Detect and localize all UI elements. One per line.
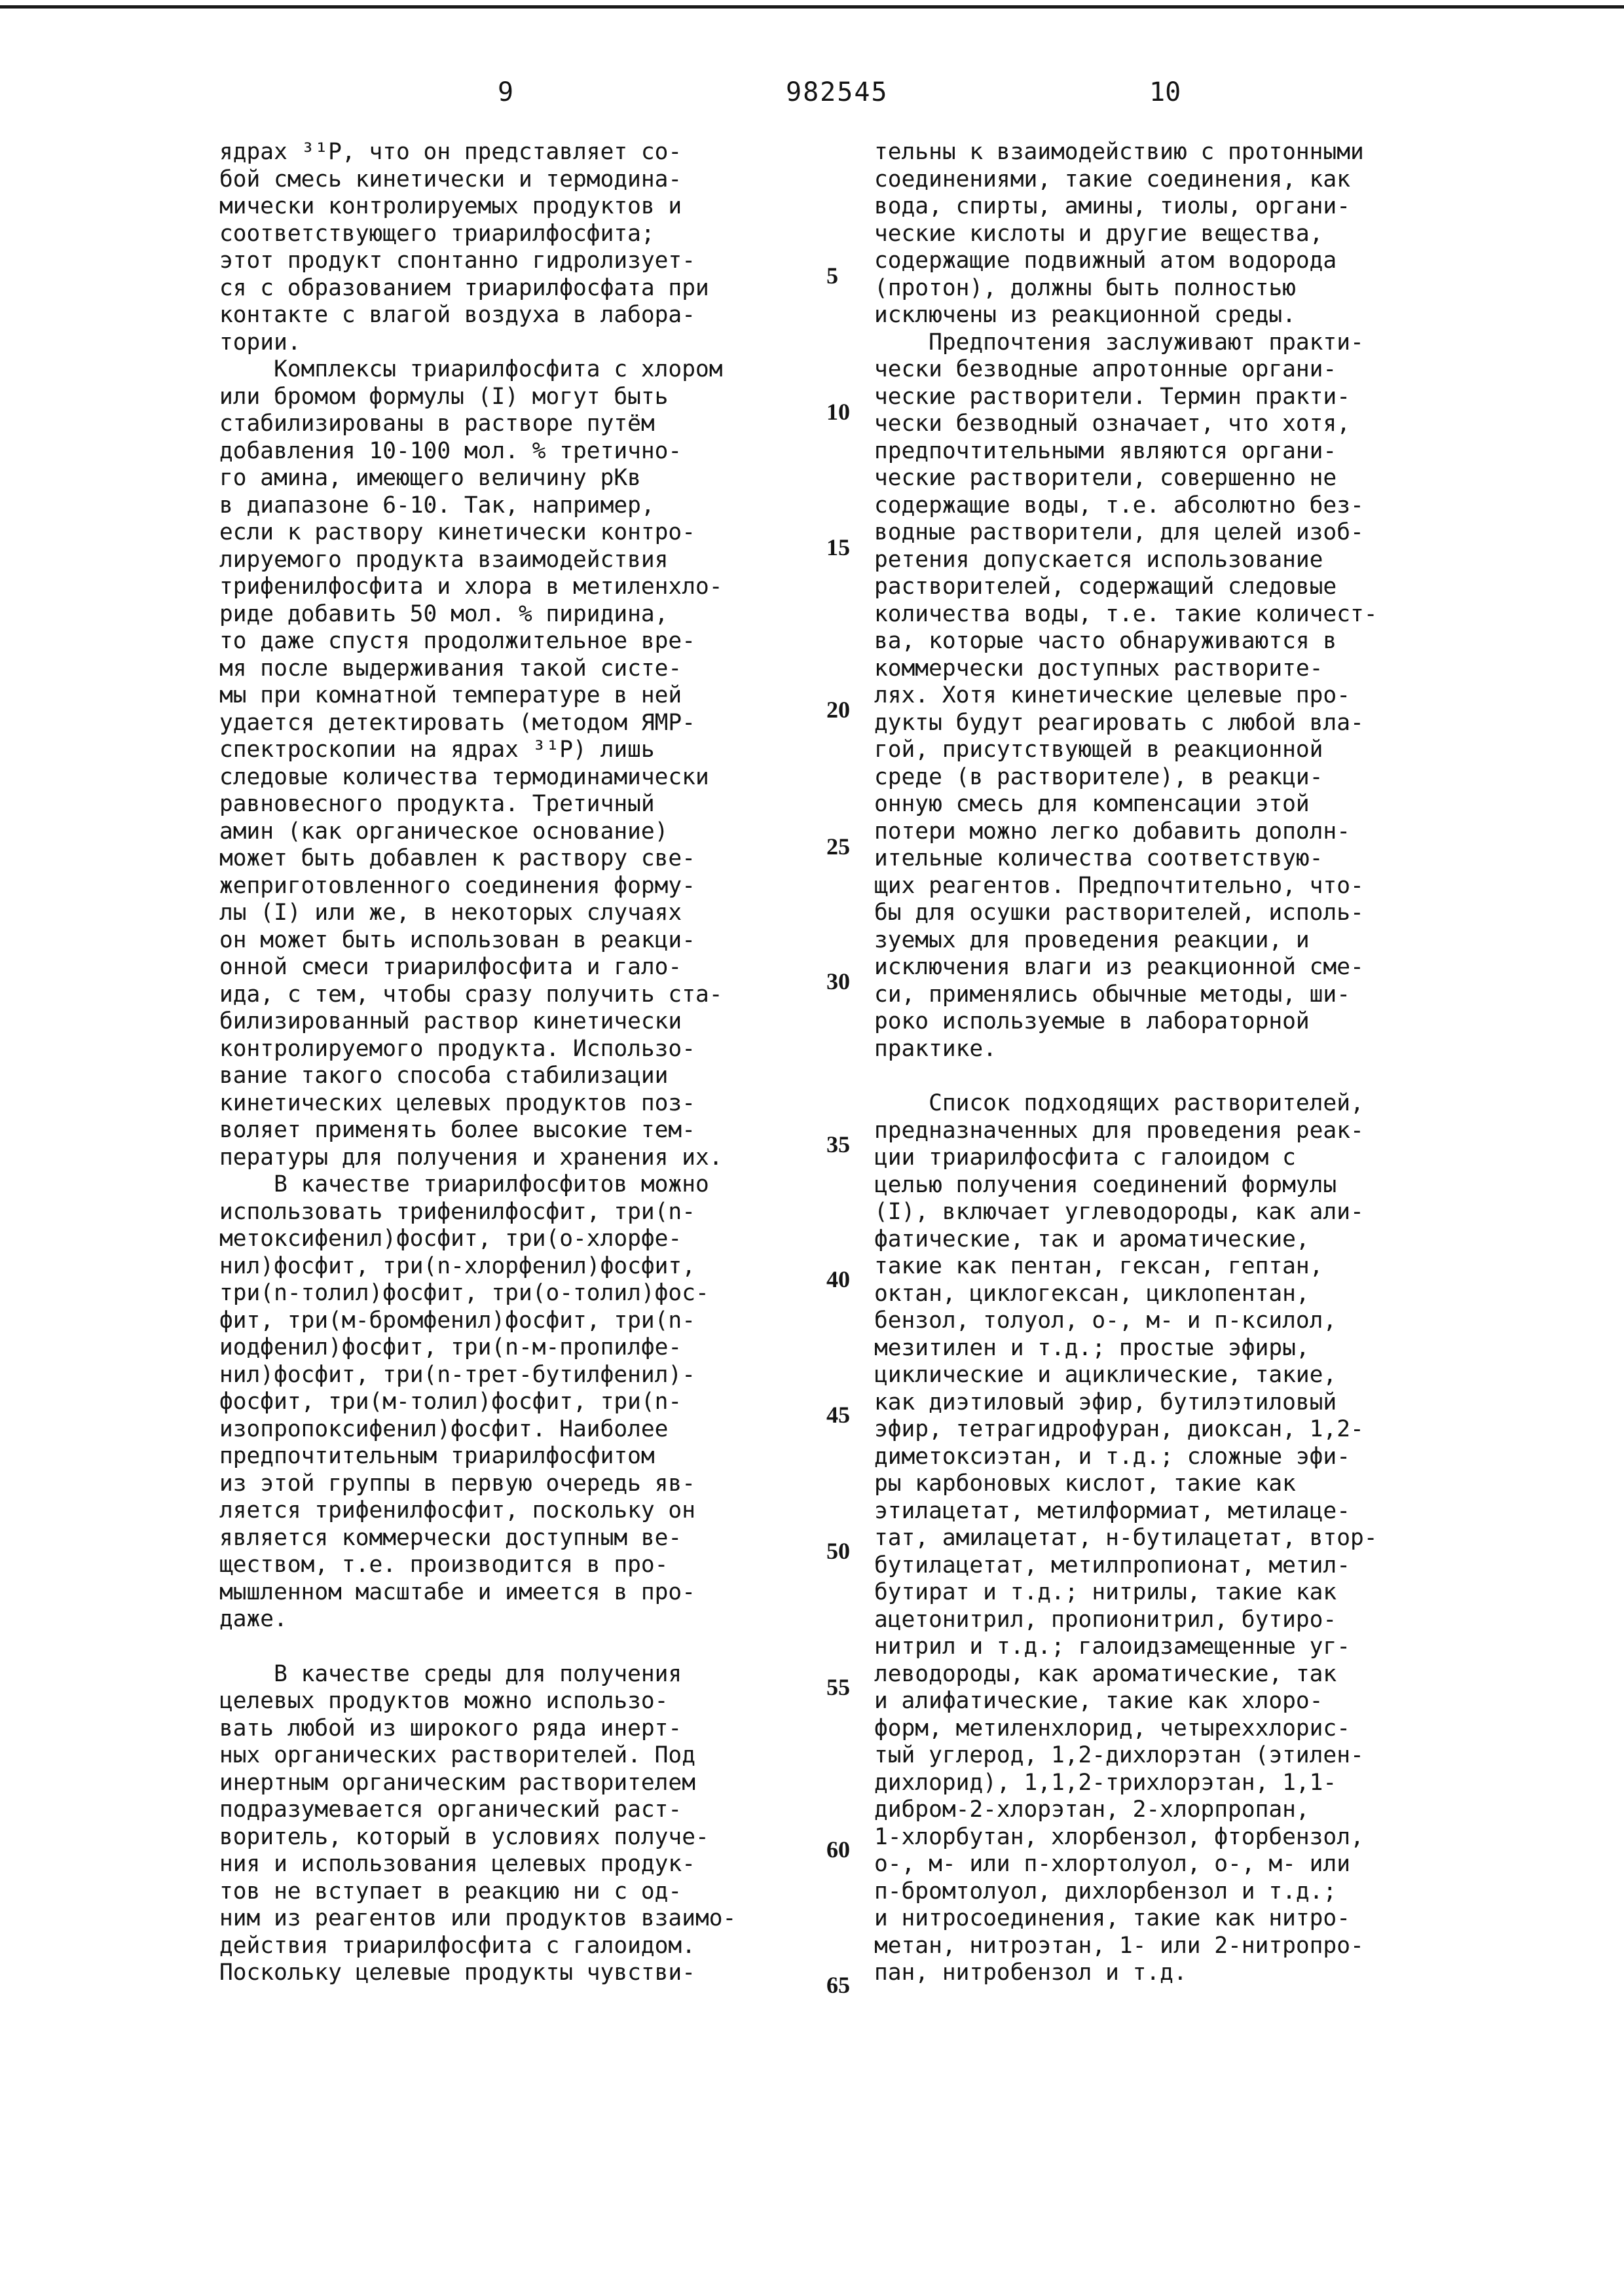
page-number-right: 10 [1149, 77, 1181, 107]
paragraph: В качестве среды для получения целевых продуктов можно использо- вать любой из широкого ряда инерт- ных органических растворителей. Под инертным органическим растворителем подразумевается органический раст- воритель, который в условиях получе- ния и использования целевых продук- тов не вступает в реакцию ни с од- ним из реагентов или продуктов взаимо- действия триарилфосфита с галоидом. Поскольку целевые продукты чувстви- [219, 1660, 737, 1986]
patent-number: 982545 [786, 77, 889, 107]
paragraph: ядрах ³¹P, что он представляет со- бой смесь кинетически и термодина- мически контролируемых продуктов и соответствующего триарилфосфита; этот продукт спонтанно гидролизует- ся с образованием триарилфосфата при контакте с влагой воздуха в лабора- тории. [219, 139, 709, 355]
line-number: 15 [826, 534, 850, 560]
line-number: 20 [826, 697, 850, 723]
line-number: 45 [826, 1402, 850, 1428]
line-number: 5 [826, 263, 838, 289]
paragraph: Предпочтения заслуживают практи- чески безводные апротонные органи- ческие растворители. Термин практи- чески безводный означает, что хотя, предпочтительными являются органи- ческие растворители, совершенно не содержащие воды, т.е. абсолютно без- водные растворители, для целей изоб- ретения допускается использование растворителей, содержащий следовые количества воды, т.е. такие количест- ва, которые часто обнаруживаются в коммерчески доступных растворите- лях. Хотя кинетические целевые про- дукты будут реагировать с любой вла- гой, присутствующей в реакционной среде (в растворителе), в реакци- онную смесь для компенсации этой потери можно легко добавить дополн- ительные количества соответствую- щих реагентов. Предпочтительно, что- бы для осушки растворителей, исполь- зуемых для проведения реакции, и исключения влаги из реакционной сме- си, применялись обычные методы, ши- роко используемые в лабораторной практике. [874, 329, 1378, 1062]
line-number: 65 [826, 1972, 850, 1998]
top-border-rule [0, 5, 1624, 9]
line-number: 35 [826, 1131, 850, 1157]
line-number: 10 [826, 399, 850, 425]
line-number: 60 [826, 1836, 850, 1863]
line-number: 25 [826, 833, 850, 860]
line-number: 40 [826, 1266, 850, 1292]
paragraph: тельны к взаимодействию с протонными соединениями, такие соединения, как вода, спирты, амины, тиолы, органи- ческие кислоты и другие вещества, содержащие подвижный атом водорода (протон), должны быть полностью исключены из реакционной среды. [874, 139, 1364, 328]
paragraph: Список подходящих растворителей, предназначенных для проведения реак- ции триарилфосфита с галоидом с целью получения соединений формулы (I), включает углеводороды, как али- фатические, так и ароматические, такие как пентан, гексан, гептан, октан, циклогексан, циклопентан, бензол, толуол, о-, м- и п-ксилол, мезитилен и т.д.; простые эфиры, циклические и ациклические, такие, как диэтиловый эфир, бутилэтиловый эфир, тетрагидрофуран, диоксан, 1,2- диметоксиэтан, и т.д.; сложные эфи- ры карбоновых кислот, такие как этилацетат, метилформиат, метилаце- тат, амилацетат, н-бутилацетат, втор- бутилацетат, метилпропионат, метил- бутират и т.д.; нитрилы, такие как ацетонитрил, пропионитрил, бутиро- нитрил и т.д.; галоидзамещенные уг- леводороды, как ароматические, так и алифатические, такие как хлоро- форм, метиленхлорид, четыреххлорис- тый углерод, 1,2-дихлорэтан (этилен- дихлорид), 1,1,2-трихлорэтан, 1,1- дибром-2-хлорэтан, 2-хлорпропан, 1-хлорбутан, хлорбензол, фторбензол, о-, м- или п-хлортолуол, о-, м- или п-бромтолуол, дихлорбензол и т.д.; и нитросоединения, такие как нитро- метан, нитроэтан, 1- или 2-нитропро- пан, нитробензол и т.д. [874, 1090, 1378, 1986]
paragraph: Комплексы триарилфосфита с хлором или бромом формулы (I) могут быть стабилизированы в растворе путём добавления 10-100 мол. % третично- го амина, имеющего величину pKв в диапазоне 6-10. Так, например, если к раствору кинетически контро- лируемого продукта взаимодействия трифенилфосфита и хлора в метиленхло- риде добавить 50 мол. % пиридина, то даже спустя продолжительное вре- мя после выдерживания такой систе- мы при комнатной температуре в ней удается детектировать (методом ЯМР- спектроскопии на ядрах ³¹P) лишь следовые количества термодинамически равновесного продукта. Третичный амин (как органическое основание) может быть добавлен к раствору све- жеприготовленного соединения форму- лы (I) или же, в некоторых случаях он может быть использован в реакци- онной смеси триарилфосфита и гало- ида, с тем, чтобы сразу получить ста- билизированный раствор кинетически контролируемого продукта. Использо- вание такого способа стабилизации кинетических целевых продуктов поз- воляет применять более высокие тем- пературы для получения и хранения их. [219, 356, 723, 1171]
right-column [874, 139, 1542, 1987]
paragraph: В качестве триарилфосфитов можно использовать трифенилфосфит, три(n- метоксифенил)фосфит, три(о-хлорфе- нил)фосфит, три(n-хлорфенил)фосфит, три(n-толил)фосфит, три(о-толил)фос- фит, три(м-бромфенил)фосфит, три(n- иодфенил)фосфит, три(n-м-пропилфе- нил)фосфит, три(n-трет-бутилфенил)- фосфит, три(м-толил)фосфит, три(n- изопропоксифенил)фосфит. Наиболее предпочтительным триарилфосфитом из этой группы в первую очередь яв- ляется трифенилфосфит, поскольку он является коммерчески доступным ве- ществом, т.е. производится в про- мышленном масштабе и имеется в про- даже. [219, 1171, 709, 1632]
line-number: 55 [826, 1674, 850, 1700]
page-number-left: 9 [498, 77, 514, 107]
left-column [219, 139, 887, 1987]
line-number: 30 [826, 968, 850, 994]
line-number: 50 [826, 1538, 850, 1564]
